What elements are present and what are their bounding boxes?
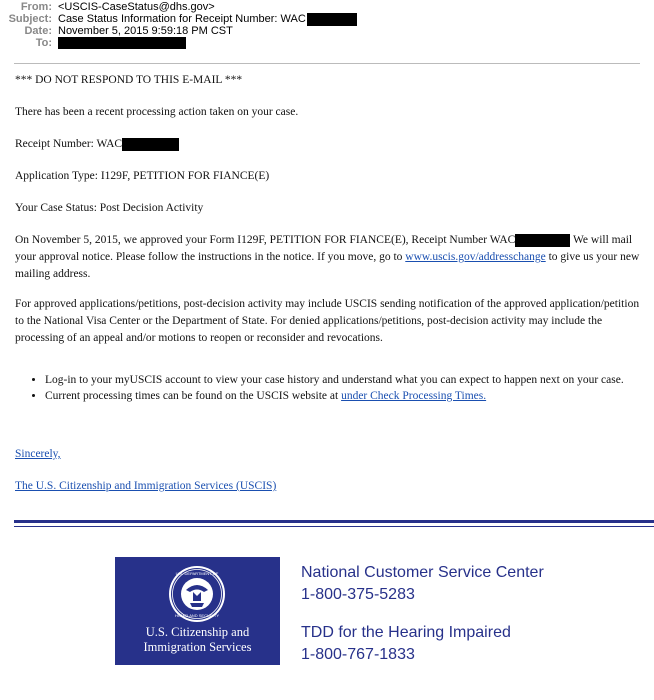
header-divider [14, 63, 640, 64]
info-bullet-list [15, 372, 640, 404]
subject-label: Subject: [8, 13, 52, 25]
post-decision-paragraph: For approved applications/petitions, post-decision activity may include USCIS sending notification of the approved application/petition to the National Visa Center or the Department of State. For denied applications/petitions, post-decision activity may include the processing of an appeal and/or motions to reopen or reconsider and revocations. [15, 298, 640, 344]
uscis-signature-link[interactable]: The U.S. Citizenship and Immigration Services (USCIS) [15, 480, 277, 492]
agency-name: U.S. Citizenship and Immigration Services [143, 625, 252, 654]
list-item: • Log-in to your myUSCIS account to view your case history and understand what you can expect to happen next on your case. [45, 372, 640, 388]
sincerely-link[interactable]: Sincerely, [15, 448, 61, 460]
uscis-logo [115, 557, 280, 665]
svg-text:U.S. DEPARTMENT OF: U.S. DEPARTMENT OF [175, 571, 219, 576]
signature-line [15, 478, 640, 495]
tdd-label: TDD for the Hearing Impaired [301, 624, 511, 641]
tdd-phone: 1-800-767-1833 [301, 646, 415, 663]
footer-divider [14, 520, 654, 523]
redaction-box [122, 138, 179, 151]
svg-text:HOMELAND SECURITY: HOMELAND SECURITY [174, 613, 220, 618]
list-item: • Current processing times can be found on the USCIS website at under Check Processing Times. [45, 388, 640, 404]
case-status: Your Case Status: Post Decision Activity [15, 202, 204, 214]
redaction-box [515, 234, 570, 247]
redaction-box [307, 13, 357, 26]
sincerely-line [15, 446, 640, 463]
footer-divider-thin [14, 526, 654, 527]
to-value [58, 36, 186, 50]
date-label: Date: [24, 25, 52, 37]
address-change-link[interactable]: www.uscis.gov/addresschange [405, 251, 546, 263]
ncsc-phone: 1-800-375-5283 [301, 586, 415, 603]
subject-value: Case Status Information for Receipt Number: WAC [58, 12, 357, 26]
redaction-box [58, 37, 186, 49]
processing-times-link[interactable]: under Check Processing Times. [341, 390, 487, 402]
from-label: From: [20, 1, 52, 13]
dhs-seal-icon [168, 565, 226, 623]
receipt-number: Receipt Number: WAC [15, 136, 640, 153]
date-value: November 5, 2015 9:59:18 PM CST [58, 25, 233, 37]
to-label: To: [35, 37, 52, 49]
from-value[interactable]: <USCIS-CaseStatus@dhs.gov> [58, 1, 215, 13]
application-type: Application Type: I129F, PETITION FOR FIANCE(E) [15, 170, 270, 182]
intro-text: There has been a recent processing action taken on your case. [15, 106, 299, 118]
do-not-respond-warning: *** DO NOT RESPOND TO THIS E-MAIL *** [15, 74, 243, 86]
approval-paragraph: On November 5, 2015, we approved your Form I129F, PETITION FOR FIANCE(E), Receipt Number WAC We will mail your approval notice. Please follow the instructions in the notice. If you move, go to www.uscis.gov/addresschange to give us your new mailing address. [15, 234, 640, 280]
ncsc-label: National Customer Service Center [301, 564, 544, 581]
